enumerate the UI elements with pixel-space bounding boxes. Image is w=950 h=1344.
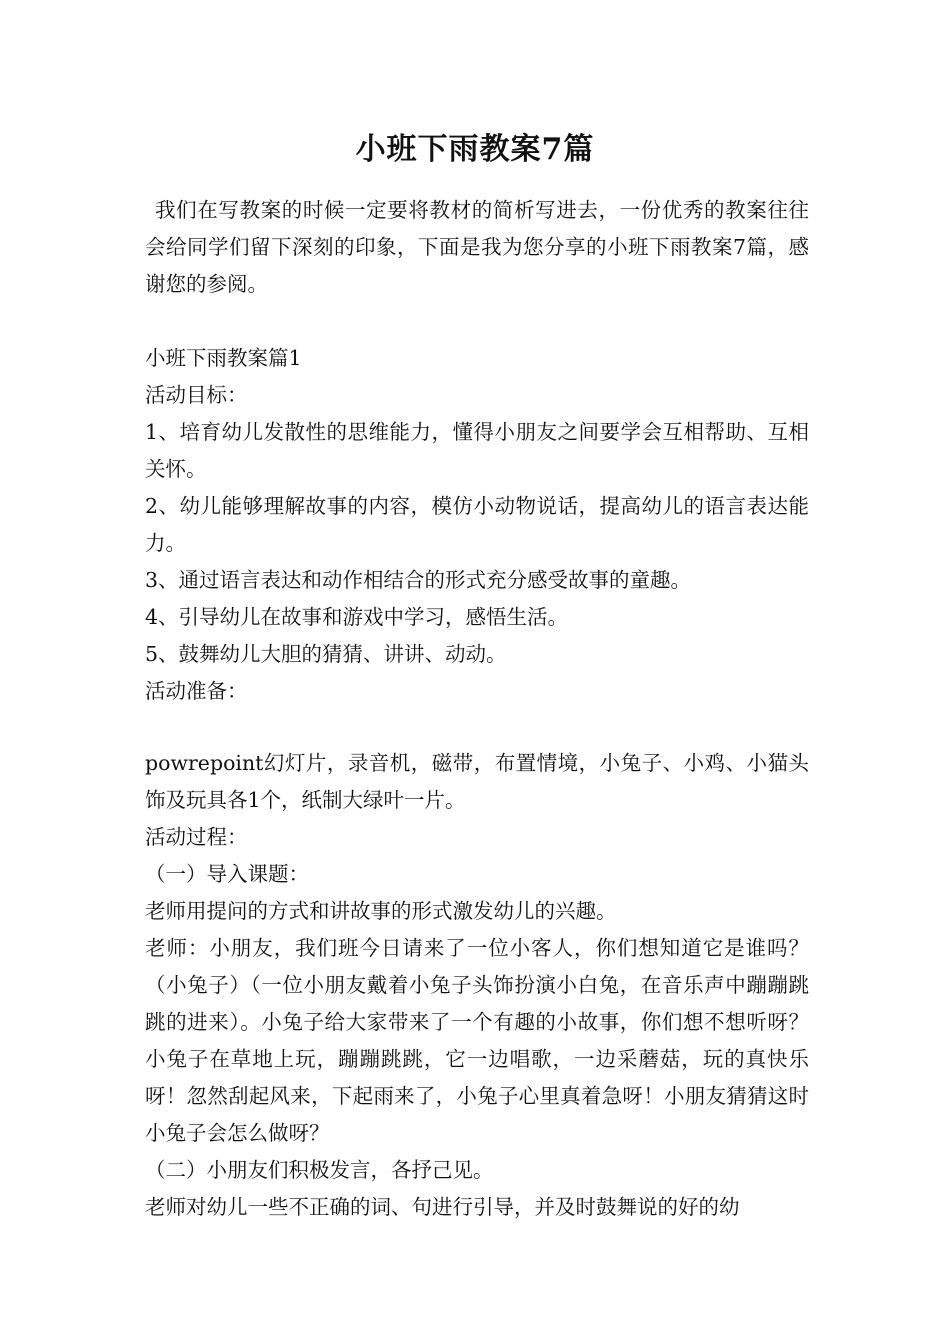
step2-heading: （二）小朋友们积极发言，各抒己见。 xyxy=(145,1158,494,1182)
goal-item: 4、引导幼儿在故事和游戏中学习，感悟生活。 xyxy=(145,605,569,629)
spacer xyxy=(145,303,809,340)
intro-paragraph: 我们在写教案的时候一定要将教材的简析写进去，一份优秀的教案往往会给同学们留下深刻的印象，下面是我为您分享的小班下雨教案7篇，感谢您的参阅。 xyxy=(145,198,809,296)
goal-item: 3、通过语言表达和动作相结合的形式充分感受故事的童趣。 xyxy=(145,568,692,592)
prep-text: powrepoint幻灯片，录音机，磁带，布置情境，小兔子、小鸡、小猫头饰及玩具各1个，纸制大绿叶一片。 xyxy=(145,751,809,812)
step1-dialog: 老师：小朋友，我们班今日请来了一位小客人，你们想知道它是谁吗？（小兔子）（一位小朋友戴着小兔子头饰扮演小白兔，在音乐声中蹦蹦跳跳的进来）。小兔子给大家带来了一个有趣的小故事，你们想不想听呀？小兔子在草地上玩，蹦蹦跳跳，它一边唱歌，一边采蘑菇，玩的真快乐呀！忽然刮起风来，下起雨来了，小兔子心里真着急呀！小朋友猜猜这时小兔子会怎么做呀？ xyxy=(145,936,809,1145)
goal-item: 1、培育幼儿发散性的思维能力，懂得小朋友之间要学会互相帮助、互相关怀。 xyxy=(145,420,809,481)
section-title: 小班下雨教案篇1 xyxy=(145,346,302,370)
prep-heading: 活动准备： xyxy=(145,679,248,703)
step2-text: 老师对幼儿一些不正确的词、句进行引导，并及时鼓舞说的好的幼 xyxy=(145,1195,740,1219)
document-body xyxy=(145,192,809,1226)
document-title: 小班下雨教案7篇 xyxy=(355,132,595,167)
goals-heading: 活动目标： xyxy=(145,383,248,407)
goal-item: 2、幼儿能够理解故事的内容，模仿小动物说话，提高幼儿的语言表达能力。 xyxy=(145,494,809,555)
spacer xyxy=(145,710,809,745)
process-heading: 活动过程： xyxy=(145,825,248,849)
step1-heading: （一）导入课题： xyxy=(145,862,309,886)
step1-text: 老师用提问的方式和讲故事的形式激发幼儿的兴趣。 xyxy=(145,899,617,923)
goal-item: 5、鼓舞幼儿大胆的猜猜、讲讲、动动。 xyxy=(145,642,507,666)
